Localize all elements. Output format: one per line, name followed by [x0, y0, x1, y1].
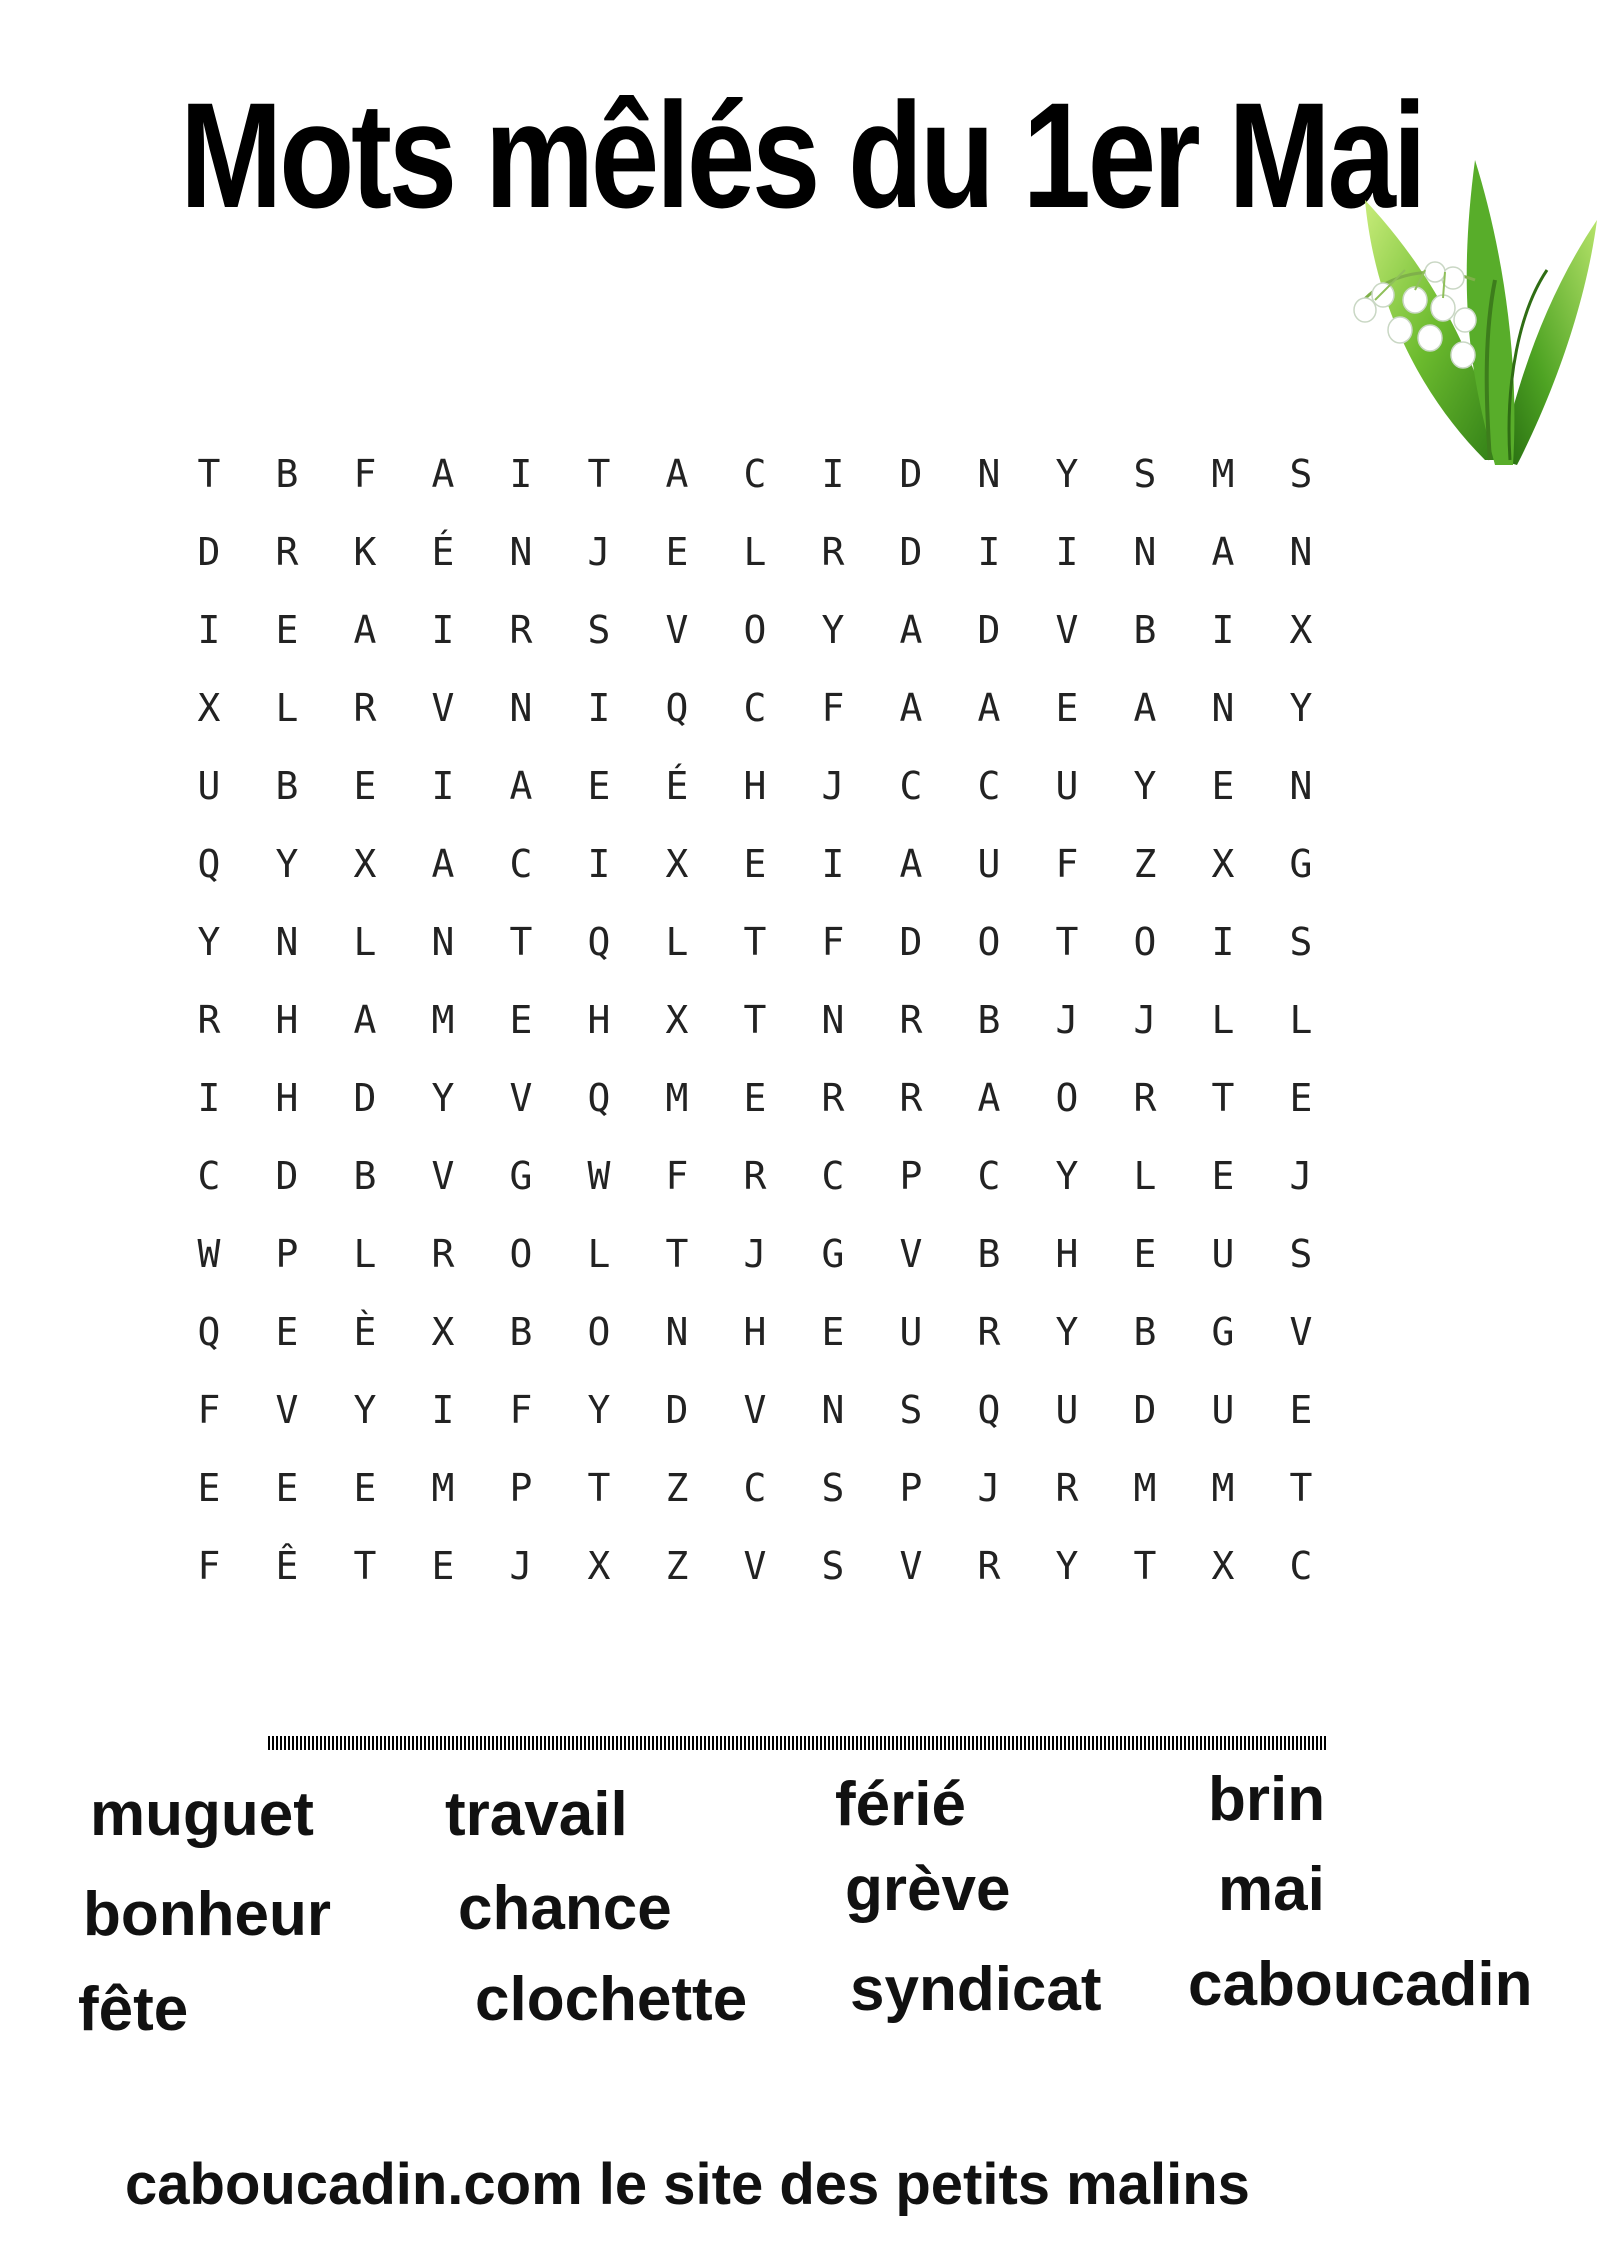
- grid-cell: O: [977, 920, 1001, 964]
- grid-cell: N: [431, 920, 455, 964]
- grid-cell: J: [587, 530, 611, 574]
- grid-cell: T: [509, 920, 533, 964]
- grid-cell: V: [899, 1544, 923, 1588]
- grid-cell: X: [353, 842, 377, 886]
- word-chance: chance: [458, 1874, 672, 1943]
- grid-cell: Y: [1133, 764, 1157, 808]
- grid-cell: T: [665, 1232, 689, 1276]
- grid-cell: E: [587, 764, 611, 808]
- grid-cell: F: [509, 1388, 533, 1432]
- grid-cell: G: [1289, 842, 1313, 886]
- grid-cell: U: [1211, 1388, 1235, 1432]
- grid-cell: D: [899, 530, 923, 574]
- grid-cell: S: [587, 608, 611, 652]
- grid-cell: E: [1289, 1076, 1313, 1120]
- grid-cell: E: [665, 530, 689, 574]
- grid-cell: O: [1055, 1076, 1079, 1120]
- grid-cell: N: [1289, 530, 1313, 574]
- grid-cell: I: [587, 842, 611, 886]
- grid-cell: I: [197, 1076, 221, 1120]
- grid-cell: R: [743, 1154, 767, 1198]
- grid-cell: G: [1211, 1310, 1235, 1354]
- grid-cell: H: [275, 998, 299, 1042]
- grid-cell: L: [353, 920, 377, 964]
- grid-cell: X: [665, 842, 689, 886]
- grid-cell: X: [1211, 1544, 1235, 1588]
- grid-cell: B: [1133, 1310, 1157, 1354]
- grid-cell: I: [509, 452, 533, 496]
- grid-cell: B: [353, 1154, 377, 1198]
- word-muguet: muguet: [90, 1780, 314, 1849]
- grid-cell: E: [743, 842, 767, 886]
- word-clochette: clochette: [475, 1965, 748, 2034]
- grid-cell: A: [899, 686, 923, 730]
- grid-cell: I: [1211, 920, 1235, 964]
- grid-cell: R: [431, 1232, 455, 1276]
- grid-cell: N: [1289, 764, 1313, 808]
- grid-cell: H: [275, 1076, 299, 1120]
- grid-cell: I: [431, 1388, 455, 1432]
- grid-cell: R: [899, 998, 923, 1042]
- grid-cell: T: [587, 1466, 611, 1510]
- word-brin: brin: [1208, 1765, 1326, 1834]
- grid-cell: F: [821, 920, 845, 964]
- grid-cell: S: [1133, 452, 1157, 496]
- grid-cell: C: [899, 764, 923, 808]
- lily-of-the-valley-illustration: [1335, 160, 1600, 480]
- grid-cell: Y: [1055, 452, 1079, 496]
- page-title: Mots mêlés du 1er Mai: [180, 71, 1424, 239]
- grid-cell: X: [665, 998, 689, 1042]
- grid-cell: A: [353, 608, 377, 652]
- grid-cell: Q: [197, 842, 221, 886]
- grid-cell: A: [899, 608, 923, 652]
- grid-cell: I: [431, 764, 455, 808]
- grid-cell: Y: [431, 1076, 455, 1120]
- grid-cell: X: [1211, 842, 1235, 886]
- grid-cell: F: [353, 452, 377, 496]
- grid-cell: S: [821, 1466, 845, 1510]
- grid-cell: Y: [1055, 1310, 1079, 1354]
- grid-cell: J: [509, 1544, 533, 1588]
- grid-cell: R: [821, 1076, 845, 1120]
- grid-cell: T: [353, 1544, 377, 1588]
- grid-cell: V: [743, 1388, 767, 1432]
- grid-cell: E: [1211, 1154, 1235, 1198]
- grid-cell: M: [431, 998, 455, 1042]
- word-syndicat: syndicat: [850, 1955, 1102, 2024]
- grid-cell: E: [1289, 1388, 1313, 1432]
- grid-cell: Y: [1055, 1544, 1079, 1588]
- grid-cell: B: [275, 452, 299, 496]
- grid-cell: L: [743, 530, 767, 574]
- grid-cell: W: [587, 1154, 611, 1198]
- grid-cell: H: [587, 998, 611, 1042]
- grid-cell: N: [509, 686, 533, 730]
- grid-cell: O: [743, 608, 767, 652]
- grid-cell: D: [899, 452, 923, 496]
- grid-cell: V: [665, 608, 689, 652]
- grid-cell: F: [821, 686, 845, 730]
- grid-cell: I: [1055, 530, 1079, 574]
- grid-cell: Y: [1289, 686, 1313, 730]
- grid-cell: R: [197, 998, 221, 1042]
- grid-cell: J: [1289, 1154, 1313, 1198]
- grid-cell: A: [665, 452, 689, 496]
- grid-cell: J: [977, 1466, 1001, 1510]
- grid-cell: X: [431, 1310, 455, 1354]
- grid-cell: E: [509, 998, 533, 1042]
- grid-cell: N: [275, 920, 299, 964]
- grid-cell: H: [1055, 1232, 1079, 1276]
- grid-cell: R: [977, 1544, 1001, 1588]
- grid-cell: C: [743, 1466, 767, 1510]
- grid-cell: Z: [665, 1544, 689, 1588]
- grid-cell: T: [1211, 1076, 1235, 1120]
- word-fete: fête: [78, 1975, 189, 2044]
- grid-cell: Y: [275, 842, 299, 886]
- grid-cell: I: [587, 686, 611, 730]
- grid-cell: G: [821, 1232, 845, 1276]
- grid-cell: A: [977, 686, 1001, 730]
- grid-cell: R: [1055, 1466, 1079, 1510]
- grid-cell: I: [977, 530, 1001, 574]
- grid-cell: A: [977, 1076, 1001, 1120]
- grid-cell: E: [275, 1310, 299, 1354]
- grid-cell: E: [821, 1310, 845, 1354]
- grid-cell: R: [899, 1076, 923, 1120]
- grid-cell: N: [509, 530, 533, 574]
- grid-cell: E: [275, 1466, 299, 1510]
- grid-cell: V: [1055, 608, 1079, 652]
- grid-cell: D: [665, 1388, 689, 1432]
- grid-cell: D: [899, 920, 923, 964]
- grid-cell: C: [743, 452, 767, 496]
- grid-cell: M: [1133, 1466, 1157, 1510]
- grid-cell: A: [431, 452, 455, 496]
- grid-cell: L: [665, 920, 689, 964]
- grid-cell: D: [977, 608, 1001, 652]
- grid-cell: C: [821, 1154, 845, 1198]
- word-mai: mai: [1218, 1855, 1325, 1924]
- grid-cell: C: [509, 842, 533, 886]
- grid-cell: T: [587, 452, 611, 496]
- grid-cell: L: [1211, 998, 1235, 1042]
- grid-cell: P: [899, 1466, 923, 1510]
- grid-cell: E: [1133, 1232, 1157, 1276]
- grid-cell: N: [1133, 530, 1157, 574]
- grid-cell: R: [977, 1310, 1001, 1354]
- grid-cell: Q: [587, 1076, 611, 1120]
- grid-cell: P: [275, 1232, 299, 1276]
- grid-cell: E: [431, 1544, 455, 1588]
- grid-cell: P: [899, 1154, 923, 1198]
- grid-cell: R: [275, 530, 299, 574]
- grid-cell: Y: [197, 920, 221, 964]
- grid-cell: A: [1133, 686, 1157, 730]
- grid-cell: Z: [1133, 842, 1157, 886]
- grid-cell: P: [509, 1466, 533, 1510]
- grid-cell: D: [1133, 1388, 1157, 1432]
- grid-cell: O: [587, 1310, 611, 1354]
- grid-cell: C: [197, 1154, 221, 1198]
- grid-cell: S: [1289, 452, 1313, 496]
- grid-cell: C: [1289, 1544, 1313, 1588]
- grid-cell: U: [977, 842, 1001, 886]
- grid-cell: É: [431, 530, 455, 574]
- grid-cell: V: [743, 1544, 767, 1588]
- grid-cell: É: [665, 764, 689, 808]
- grid-cell: A: [1211, 530, 1235, 574]
- grid-cell: X: [197, 686, 221, 730]
- word-ferie: férié: [835, 1770, 966, 1839]
- grid-cell: F: [197, 1544, 221, 1588]
- grid-cell: T: [743, 920, 767, 964]
- grid-cell: O: [509, 1232, 533, 1276]
- grid-cell: G: [509, 1154, 533, 1198]
- grid-cell: L: [275, 686, 299, 730]
- grid-cell: B: [977, 1232, 1001, 1276]
- grid-cell: Q: [665, 686, 689, 730]
- grid-cell: D: [275, 1154, 299, 1198]
- divider-line: [268, 1736, 1328, 1750]
- grid-cell: M: [1211, 452, 1235, 496]
- grid-cell: R: [1133, 1076, 1157, 1120]
- grid-cell: T: [743, 998, 767, 1042]
- grid-cell: E: [353, 1466, 377, 1510]
- grid-cell: R: [821, 530, 845, 574]
- grid-cell: N: [665, 1310, 689, 1354]
- grid-cell: I: [197, 608, 221, 652]
- grid-cell: N: [1211, 686, 1235, 730]
- grid-cell: M: [665, 1076, 689, 1120]
- grid-cell: N: [821, 1388, 845, 1432]
- word-caboucadin: caboucadin: [1188, 1950, 1533, 2019]
- grid-cell: L: [1133, 1154, 1157, 1198]
- grid-cell: E: [197, 1466, 221, 1510]
- grid-cell: Ê: [275, 1544, 299, 1588]
- word-greve: grève: [845, 1855, 1011, 1924]
- grid-cell: Y: [353, 1388, 377, 1432]
- grid-cell: D: [353, 1076, 377, 1120]
- grid-cell: I: [1211, 608, 1235, 652]
- word-bonheur: bonheur: [83, 1880, 331, 1949]
- grid-cell: V: [431, 686, 455, 730]
- grid-cell: H: [743, 1310, 767, 1354]
- grid-cell: F: [1055, 842, 1079, 886]
- grid-cell: T: [1055, 920, 1079, 964]
- grid-cell: F: [197, 1388, 221, 1432]
- grid-cell: Y: [1055, 1154, 1079, 1198]
- grid-cell: T: [1289, 1466, 1313, 1510]
- grid-cell: R: [509, 608, 533, 652]
- grid-cell: L: [1289, 998, 1313, 1042]
- grid-cell: E: [275, 608, 299, 652]
- grid-cell: T: [1133, 1544, 1157, 1588]
- grid-cell: A: [899, 842, 923, 886]
- grid-cell: A: [509, 764, 533, 808]
- grid-cell: N: [977, 452, 1001, 496]
- grid-cell: U: [197, 764, 221, 808]
- grid-cell: L: [353, 1232, 377, 1276]
- grid-cell: C: [977, 764, 1001, 808]
- grid-cell: N: [821, 998, 845, 1042]
- footer-site-text: caboucadin.com le site des petits malins: [125, 2152, 1250, 2217]
- grid-cell: B: [1133, 608, 1157, 652]
- grid-cell: E: [1211, 764, 1235, 808]
- grid-cell: J: [743, 1232, 767, 1276]
- word-search-grid: [170, 448, 1340, 1618]
- grid-cell: E: [1055, 686, 1079, 730]
- grid-cell: K: [353, 530, 377, 574]
- grid-cell: F: [665, 1154, 689, 1198]
- grid-cell: T: [197, 452, 221, 496]
- grid-cell: Y: [821, 608, 845, 652]
- grid-cell: B: [275, 764, 299, 808]
- grid-cell: X: [587, 1544, 611, 1588]
- grid-cell: V: [275, 1388, 299, 1432]
- grid-cell: X: [1289, 608, 1313, 652]
- grid-cell: M: [1211, 1466, 1235, 1510]
- grid-cell: B: [977, 998, 1001, 1042]
- grid-cell: C: [977, 1154, 1001, 1198]
- grid-cell: È: [353, 1310, 377, 1354]
- grid-cell: A: [431, 842, 455, 886]
- word-travail: travail: [445, 1780, 628, 1849]
- grid-cell: V: [1289, 1310, 1313, 1354]
- grid-cell: E: [743, 1076, 767, 1120]
- grid-cell: S: [1289, 1232, 1313, 1276]
- grid-cell: S: [899, 1388, 923, 1432]
- grid-cell: U: [1055, 1388, 1079, 1432]
- grid-cell: S: [1289, 920, 1313, 964]
- grid-cell: R: [353, 686, 377, 730]
- grid-cell: O: [1133, 920, 1157, 964]
- grid-cell: W: [197, 1232, 221, 1276]
- grid-cell: I: [431, 608, 455, 652]
- grid-cell: U: [899, 1310, 923, 1354]
- grid-cell: B: [509, 1310, 533, 1354]
- grid-cell: U: [1211, 1232, 1235, 1276]
- grid-cell: Q: [197, 1310, 221, 1354]
- grid-cell: H: [743, 764, 767, 808]
- grid-cell: M: [431, 1466, 455, 1510]
- grid-cell: L: [587, 1232, 611, 1276]
- grid-cell: V: [899, 1232, 923, 1276]
- grid-cell: V: [431, 1154, 455, 1198]
- grid-cell: I: [821, 842, 845, 886]
- grid-cell: J: [1055, 998, 1079, 1042]
- grid-cell: V: [509, 1076, 533, 1120]
- grid-cell: I: [821, 452, 845, 496]
- grid-cell: E: [353, 764, 377, 808]
- grid-cell: A: [353, 998, 377, 1042]
- grid-cell: J: [821, 764, 845, 808]
- grid-cell: C: [743, 686, 767, 730]
- grid-cell: Q: [977, 1388, 1001, 1432]
- grid-cell: Q: [587, 920, 611, 964]
- grid-cell: Z: [665, 1466, 689, 1510]
- grid-cell: Y: [587, 1388, 611, 1432]
- grid-cell: D: [197, 530, 221, 574]
- grid-cell: J: [1133, 998, 1157, 1042]
- grid-cell: S: [821, 1544, 845, 1588]
- grid-cell: U: [1055, 764, 1079, 808]
